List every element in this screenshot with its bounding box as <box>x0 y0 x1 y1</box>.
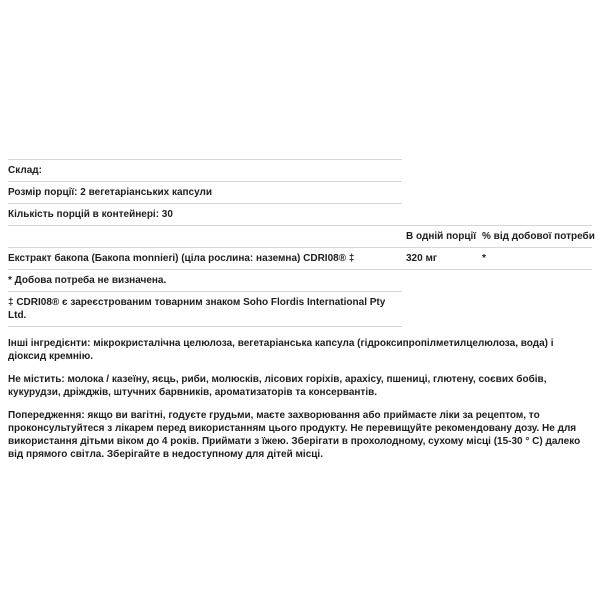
ingredient-row <box>8 248 592 270</box>
ingredient-daily-value: * <box>482 253 486 264</box>
footnote-daily-value-text: * Добова потреба не визначена. <box>8 275 167 286</box>
ingredient-amount: 320 мг <box>406 253 438 264</box>
composition-heading: Склад: <box>8 165 42 176</box>
footnote-trademark-text: ‡ CDRI08® є зареєстрованим товарним знаком Soho Flordis International Pty Ltd. <box>8 297 386 321</box>
column-header-amount: В одній порції <box>406 231 477 242</box>
warning-paragraph: Попередження: якщо ви вагітні, годуєте грудьми, маєте захворювання або приймаєте ліки за рецептом, то проконсультуйтеся з лікарем перед використанням цього продукту. Не перевищуйте рекомендовану дозу. Не для використання дітьми віком до 4 років. Приймати з їжею. Зберігати в прохолодному, сухому місці (15-30 ° C) далеко від прямого світла. Зберігайте в недоступному для дітей місці. <box>8 410 581 460</box>
ingredient-name: Екстракт бакопа (Бакопа monnieri) (ціла рослина: наземна) CDRI08® ‡ <box>8 253 355 264</box>
servings-per-container-text: Кількість порцій в контейнері: 30 <box>8 209 173 220</box>
footnote-trademark-row <box>8 292 402 327</box>
table-header-row <box>8 226 595 248</box>
column-header-daily-value: % від добової потреби <box>482 231 595 242</box>
serving-size-row <box>8 182 402 204</box>
other-ingredients-paragraph: Інші інгредієнти: мікрокристалічна целюлоза, вегетаріанська капсула (гідроксипропілметилцелюлоза, вода) і діоксид кремнію. <box>8 338 554 362</box>
servings-per-container-row <box>8 204 592 226</box>
supplement-facts-table <box>8 159 595 327</box>
does-not-contain-paragraph: Не містить: молока / казеїну, яєць, риби, молюсків, лісових горіхів, арахісу, пшениці, глютену, соєвих бобів, кукурудзи, дріжджів, штучних барвників, ароматизаторів та консервантів. <box>8 374 547 398</box>
footnote-daily-value-row <box>8 270 402 292</box>
serving-size-text: Розмір порції: 2 вегетаріанських капсули <box>8 187 213 198</box>
composition-heading-row <box>8 159 402 182</box>
